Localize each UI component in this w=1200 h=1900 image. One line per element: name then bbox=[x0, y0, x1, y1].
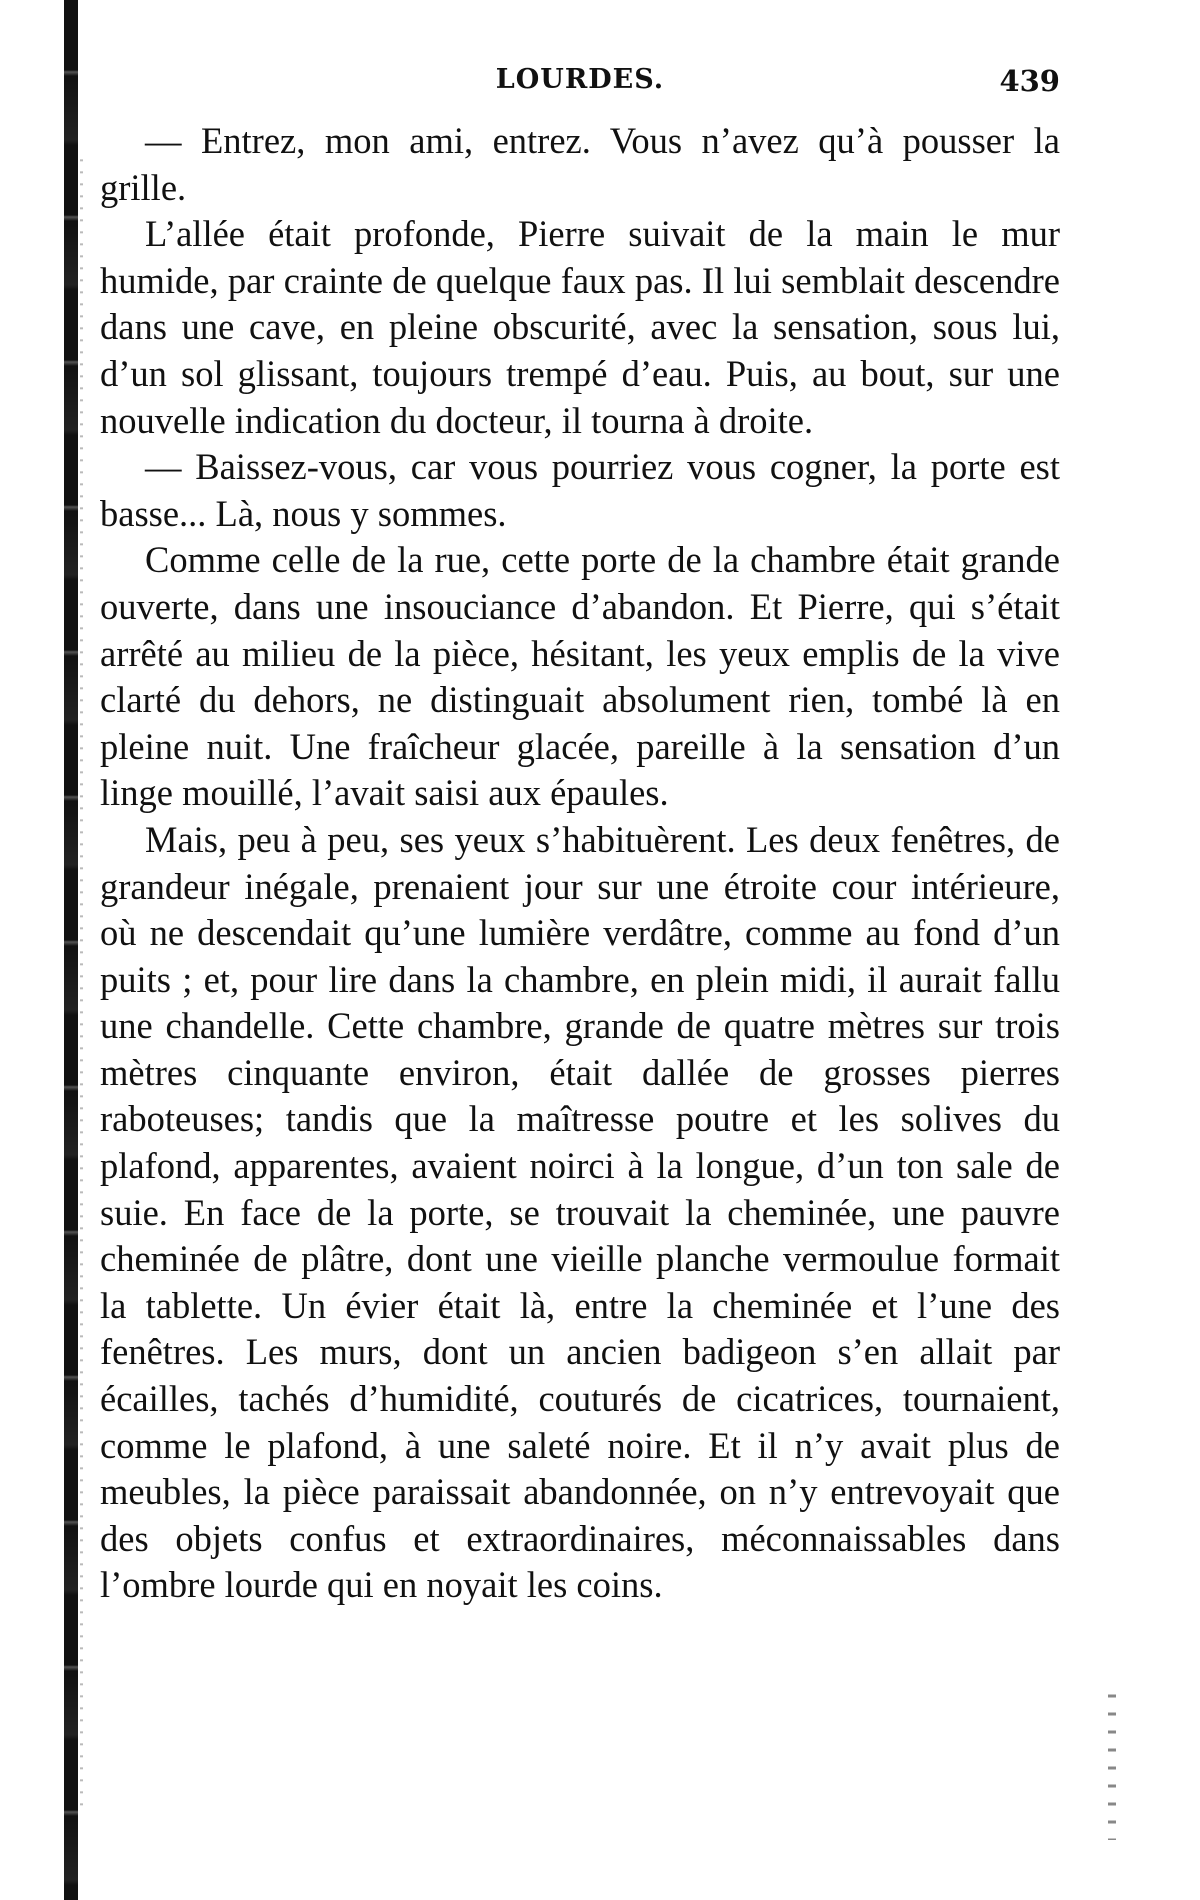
body-text bbox=[100, 118, 1060, 1609]
margin-marks bbox=[1108, 1680, 1116, 1840]
running-title: LOURDES. bbox=[495, 64, 665, 95]
page-number: 439 bbox=[999, 64, 1060, 98]
paragraph-1: — Entrez, mon ami, entrez. Vous n’avez qu’à pousser la grille. bbox=[100, 120, 1060, 208]
paragraph-3: — Baissez-vous, car vous pourriez vous cogner, la porte est basse... Là, nous y sommes. bbox=[100, 446, 1060, 534]
binding-edge bbox=[64, 0, 78, 1900]
paragraph-2: L’allée était profonde, Pierre suivait de la main le mur humide, par crainte de quelque faux pas. Il lui semblait descendre dans une cave, en pleine obscurité, avec la sensation, sous lui, d’un sol glissant, toujours trempé d’eau. Puis, au bout, sur une nouvelle indication du docteur, il tourna à droite. bbox=[100, 213, 1060, 441]
page-header bbox=[100, 64, 1060, 104]
paragraph-5: Mais, peu à peu, ses yeux s’habituèrent. Les deux fenêtres, de grandeur inégale, prenaient jour sur une étroite cour intérieure, où ne descendait qu’une lumière verdâtre, comme au fond d’un puits ; et, pour lire dans la chambre, en plein midi, il aurait fallu une chandelle. Cette chambre, grande de quatre mètres sur trois mètres cinquante environ, était dallée de grosses pierres raboteuses; tandis que la maîtresse poutre et les solives du plafond, apparentes, avaient noirci à la longue, d’un ton sale de suie. En face de la porte, se trouvait la cheminée, une pauvre cheminée de plâtre, dont une vieille planche vermoulue formait la tablette. Un évier était là, entre la cheminée et l’une des fenêtres. Les murs, dont un ancien badigeon s’en allait par écailles, tachés d’humidité, couturés de cicatrices, tournaient, comme le plafond, à une saleté noire. Et il n’y avait plus de meubles, la pièce paraissait abandonnée, on n’y entrevoyait que des objets confus et extraordinaires, méconnaissables dans l’ombre lourde qui en noyait les coins. bbox=[100, 818, 1060, 1606]
paragraph-4: Comme celle de la rue, cette porte de la chambre était grande ouverte, dans une insouciance d’abandon. Et Pierre, qui s’était arrêté au milieu de la pièce, hésitant, les yeux emplis de la vive clarté du dehors, ne distinguait absolument rien, tombé là en pleine nuit. Une fraîcheur glacée, pareille à la sensation d’un linge mouillé, l’avait saisi aux épaules. bbox=[100, 539, 1060, 814]
binding-shadow bbox=[80, 150, 83, 1810]
